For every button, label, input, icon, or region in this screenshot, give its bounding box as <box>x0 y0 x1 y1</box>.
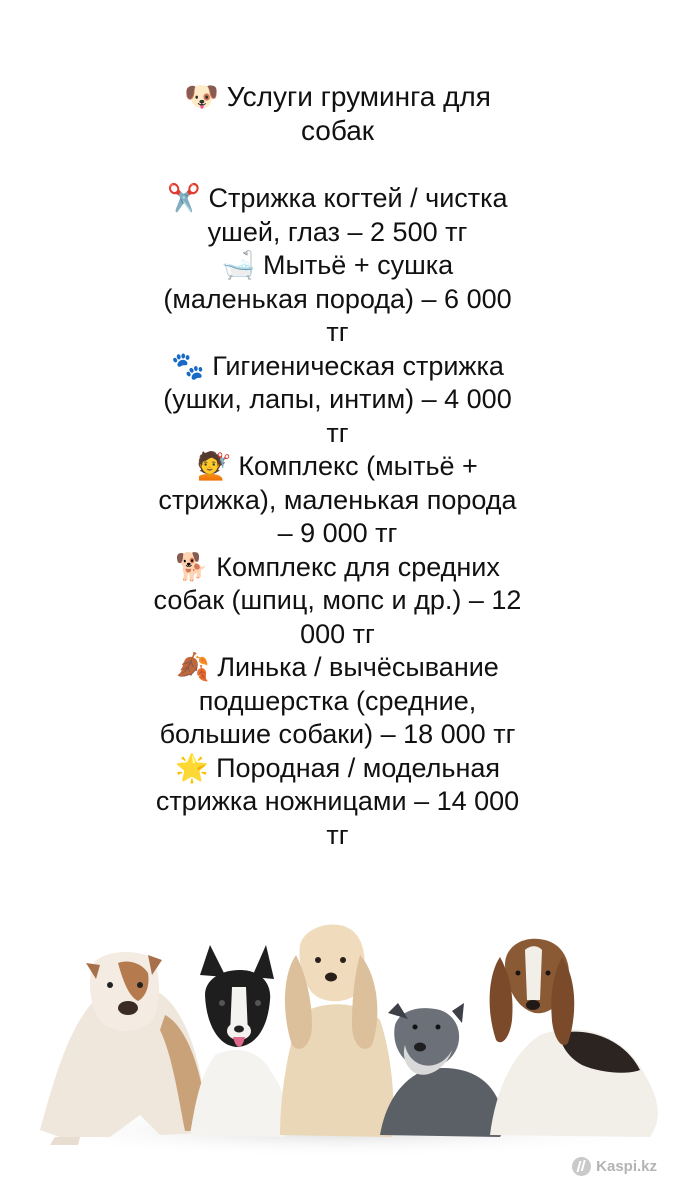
glowing-star-icon: 🌟 <box>174 752 209 784</box>
service-text: Комплекс (мытьё + стрижка), маленькая порода – 9 000 тг <box>158 451 517 548</box>
service-text: Линька / вычёсывание подшерстка (средние, большие собаки) – 18 000 тг <box>159 652 516 749</box>
service-text: Породная / модельная стрижка ножницами – 14 000 тг <box>155 752 520 850</box>
service-text: Комплекс для средних собак (шпиц, мопс и др.) – 12 000 тг <box>153 551 522 649</box>
service-item <box>153 350 523 451</box>
service-item <box>153 551 523 652</box>
schnauzer-figure <box>380 1003 504 1137</box>
paw-prints-icon: 🐾 <box>171 350 205 382</box>
dog-face-icon: 🐶 <box>184 80 219 113</box>
service-text: Гигиеническая стрижка (ушки, лапы, интим) – 4 000 тг <box>163 350 512 448</box>
service-item <box>153 249 523 350</box>
scissors-icon: ✂️ <box>167 183 202 214</box>
bathtub-icon: 🛁 <box>221 250 256 281</box>
page-title-text: Услуги груминга для собак <box>226 81 491 146</box>
french-bulldog-figure <box>190 945 287 1137</box>
price-list <box>0 80 675 852</box>
service-item <box>153 752 523 853</box>
service-item <box>153 450 523 551</box>
service-item <box>153 651 523 752</box>
bulldog-figure <box>40 952 205 1145</box>
dog-icon: 🐕 <box>175 551 209 583</box>
haircut-person-icon: 💇 <box>197 451 231 482</box>
basset-hound-figure <box>490 939 658 1137</box>
fallen-leaf-icon: 🍂 <box>176 652 210 683</box>
service-text: Мытьё + сушка (маленькая порода) – 6 000 тг <box>163 250 512 347</box>
watermark-text: Kaspi.kz <box>596 1158 657 1175</box>
dogs-photo <box>0 905 675 1165</box>
kaspi-watermark <box>572 1157 657 1176</box>
services-list <box>0 182 675 852</box>
kaspi-logo-icon <box>572 1157 591 1176</box>
service-text: Стрижка когтей / чистка ушей, глаз – 2 500 тг <box>207 183 508 247</box>
cocker-spaniel-figure <box>280 924 394 1137</box>
service-item <box>153 182 523 249</box>
page-title <box>158 80 518 148</box>
